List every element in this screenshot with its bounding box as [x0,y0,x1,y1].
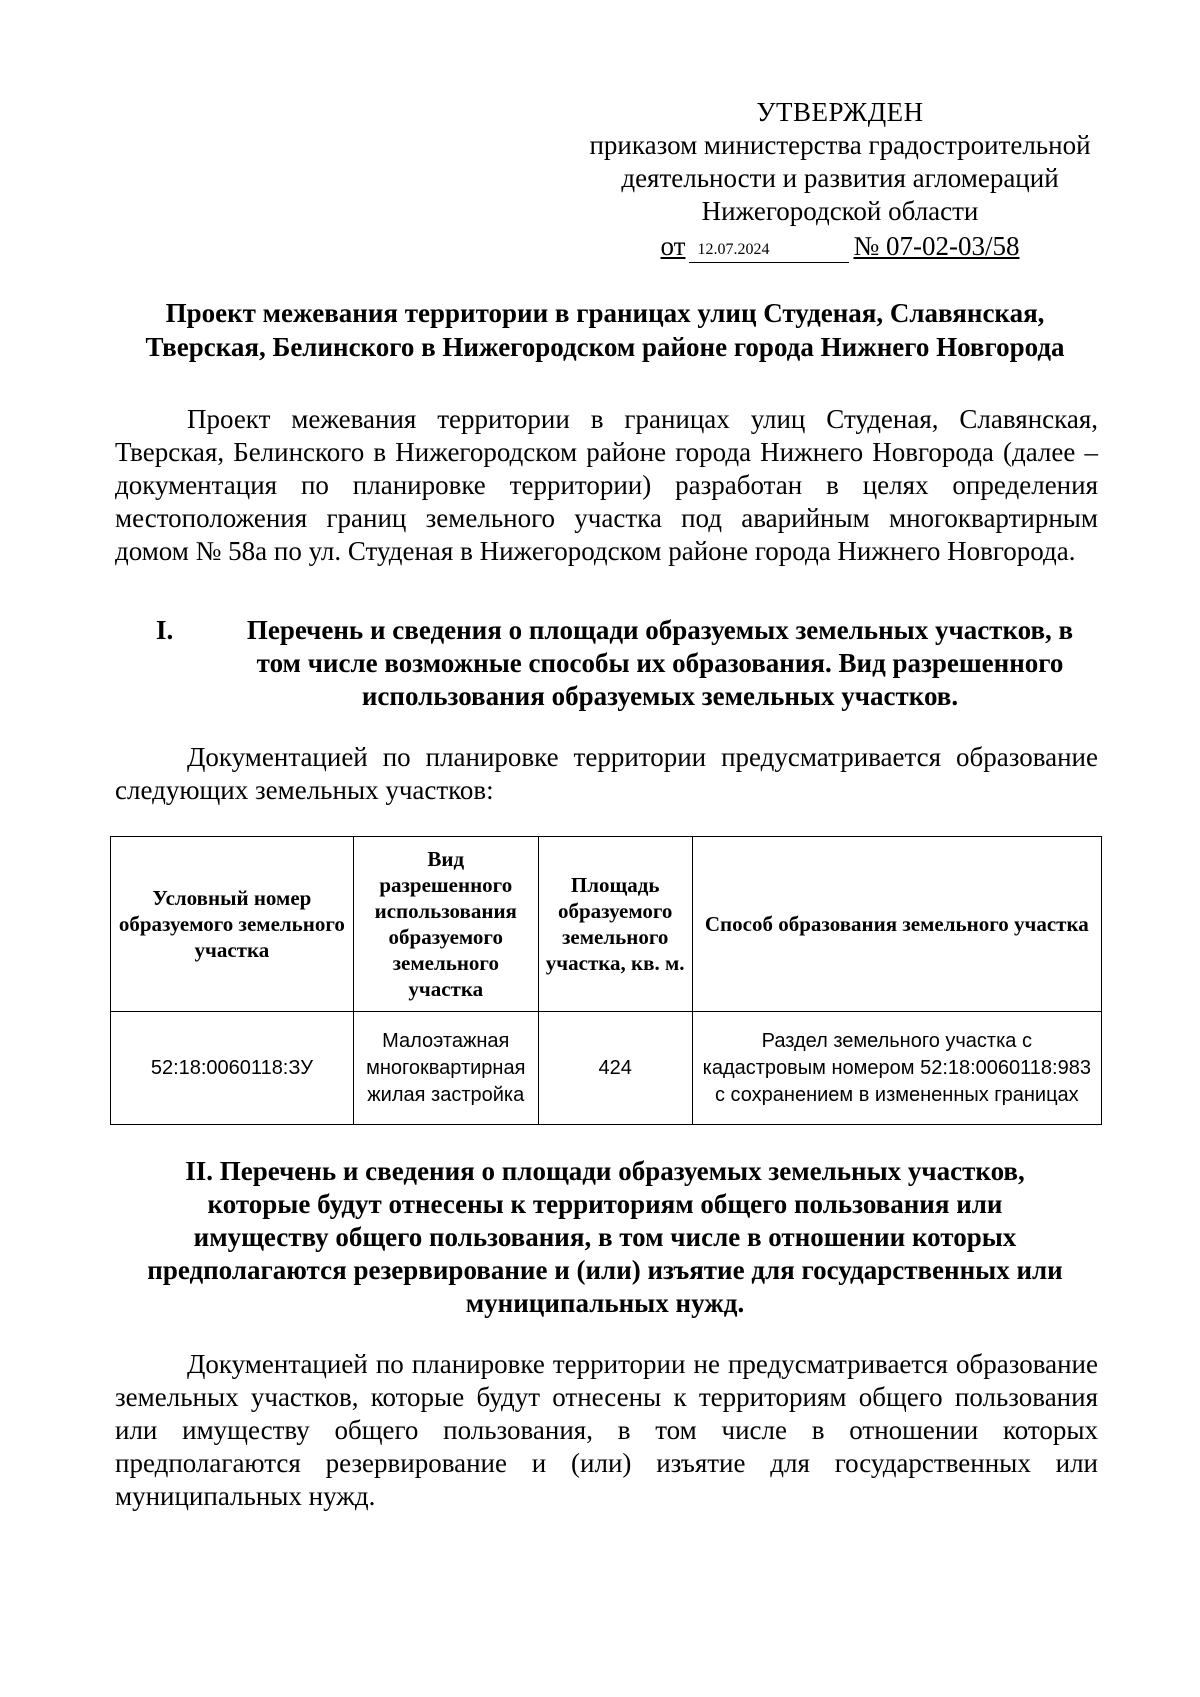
cell-formation-method: Раздел земельного участка с кадастровым номером 52:18:0060118:983 с сохранением в измененных границах [692,1012,1101,1125]
section-1-paragraph: Документацией по планировке территории предусматривается образование следующих земельных участков: [115,742,1098,805]
order-from-label: от [660,231,686,261]
approval-line-1: приказом министерства градостроительной [589,130,1091,160]
header-plot-number: Условный номер образуемого земельного участка [111,837,354,1012]
section-2-heading-line-1: II. Перечень и сведения о площади образуемых земельных участков, [185,1156,1025,1186]
section-2-heading-line-2: которые будут отнесены к территориям общего пользования или [207,1189,1003,1219]
header-permitted-use: Вид разрешенного использования образуемого земельного участка [353,837,538,1012]
section-1-heading-line-1: Перечень и сведения о площади образуемых земельных участков, в [246,615,1074,645]
section-2-heading-line-3: имуществу общего пользования, в том числе в отношении которых [193,1222,1017,1252]
header-formation-method: Способ образования земельного участка [692,837,1101,1012]
cell-area: 424 [538,1012,692,1125]
document-title-line-2: Тверская, Белинского в Нижегородском районе города Нижнего Новгорода [145,332,1065,362]
section-1-heading-line-2: том числе возможные способы их образования. Вид разрешенного [256,648,1064,678]
header-area: Площадь образуемого земельного участка, кв. м. [538,837,692,1012]
cell-permitted-use: Малоэтажная многоквартирная жилая застройка [353,1012,538,1125]
order-date-field [689,236,849,263]
document-title-line-1: Проект межевания территории в границах улиц Студеная, Славянская, [165,298,1045,328]
cell-plot-number: 52:18:0060118:ЗУ [111,1012,354,1125]
order-reference [560,230,1120,263]
section-1-heading [220,614,1100,713]
section-2-paragraph: Документацией по планировке территории не предусматривается образование земельных участков, которые будут отнесены к территориям общего пользования или имуществу общего пользования, в том числе в отношении которых предполагаются резервирование и (или) изъятие для государственных или муниципальных нужд. [115,1349,1098,1511]
section-2-heading-line-4: предполагаются резервирование и (или) изъятие для государственных или [147,1255,1063,1285]
intro-paragraph: Проект межевания территории в границах улиц Студеная, Славянская, Тверская, Белинского в Нижегородском районе города Нижнего Новгорода (далее – документация по планировке территории) разработан в целях определения местоположения границ земельного участка под аварийным многоквартирным домом № 58а по ул. Студеная в Нижегородском районе города Нижнего Новгорода. [115,404,1098,566]
approval-title: УТВЕРЖДЕН [756,97,924,127]
table-header-row [111,837,1102,1012]
section-2-heading [110,1155,1100,1320]
order-number: № 07-02-03/58 [853,231,1020,261]
approval-line-2: деятельности и развития агломераций [621,163,1059,193]
document-title [110,296,1100,364]
land-plots-table [110,836,1102,1125]
section-2-heading-line-5: муниципальных нужд. [465,1288,745,1318]
section-1-number: I. [156,615,174,645]
table-row [111,1012,1102,1125]
order-date: 12.07.2024 [697,241,770,258]
approval-line-3: Нижегородской области [701,196,979,226]
section-1-heading-line-3: использования образуемых земельных участков. [361,681,959,711]
approval-block [560,96,1120,263]
